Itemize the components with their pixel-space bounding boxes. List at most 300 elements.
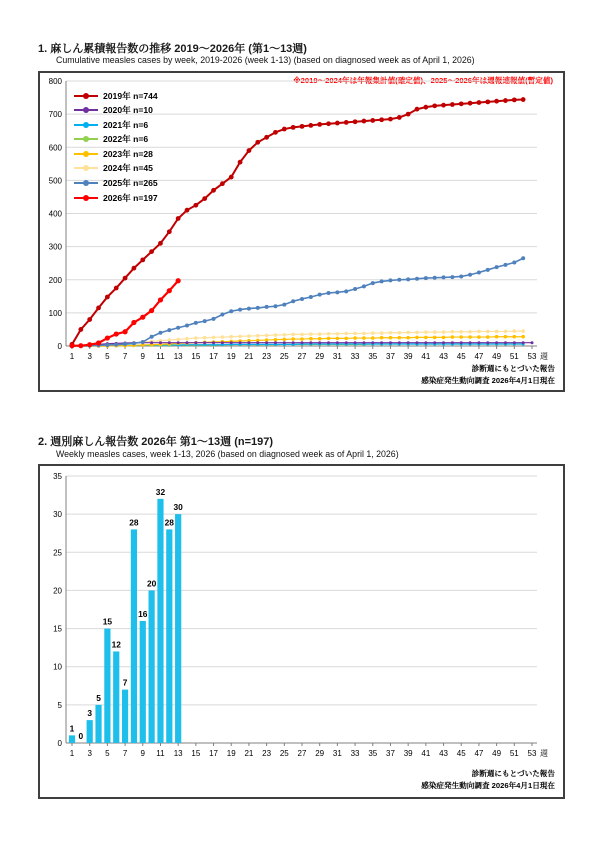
series-marker-2024 [504, 330, 508, 334]
series-marker-2019 [291, 125, 296, 130]
y-axis-label: 15 [53, 624, 62, 634]
x-axis-label: 37 [386, 352, 395, 361]
series-marker-2023 [513, 335, 517, 339]
series-marker-2019 [132, 266, 137, 271]
series-marker-2025 [203, 319, 207, 323]
y-axis-label: 10 [53, 662, 62, 672]
series-marker-2020 [186, 341, 189, 344]
series-marker-2025 [176, 326, 180, 330]
bar-week-7 [122, 690, 128, 743]
series-marker-2025 [335, 290, 339, 294]
series-marker-2019 [78, 327, 83, 332]
x-axis-label: 21 [244, 749, 254, 758]
x-axis-label: 31 [332, 352, 342, 361]
x-axis-label: 53 [527, 749, 537, 758]
series-marker-2025 [105, 343, 109, 347]
series-marker-2024 [389, 331, 393, 335]
x-axis-label: 51 [509, 749, 519, 758]
series-marker-2025 [503, 263, 507, 267]
x-axis-label: 43 [439, 352, 448, 361]
series-marker-2026 [176, 278, 181, 283]
series-marker-2026 [96, 340, 101, 345]
bar-value-label: 28 [164, 517, 174, 528]
series-marker-2026 [105, 335, 110, 340]
series-marker-2025 [371, 281, 375, 285]
series-marker-2025 [212, 317, 216, 321]
series-marker-2023 [318, 337, 322, 341]
series-marker-2026 [114, 331, 119, 336]
series-marker-2024 [265, 334, 269, 338]
legend-label: 2019年 n=744 [103, 90, 158, 101]
series-marker-2020 [460, 341, 463, 344]
series-marker-2019 [388, 117, 393, 122]
series-marker-2019 [229, 175, 234, 180]
series-marker-2023 [362, 336, 366, 340]
series-marker-2019 [105, 295, 110, 300]
bar-week-4 [95, 705, 101, 743]
series-marker-2024 [424, 330, 428, 334]
y-axis-label: 25 [53, 548, 62, 558]
bar-value-label: 15 [102, 616, 113, 627]
y-axis-label: 5 [57, 700, 62, 710]
series-marker-2024 [344, 332, 348, 336]
series-marker-2019 [185, 208, 190, 213]
y-axis-label: 35 [53, 472, 62, 481]
x-axis-label: 33 [350, 352, 360, 361]
series-marker-2024 [433, 330, 437, 334]
series-marker-2023 [274, 338, 278, 342]
series-marker-2020 [371, 341, 374, 344]
series-marker-2025 [238, 308, 242, 312]
footnote-line1: 診断週にもとづいた報告 [471, 364, 555, 374]
series-marker-2020 [398, 341, 401, 344]
series-marker-2019 [308, 123, 313, 128]
series-marker-2026 [78, 343, 83, 348]
x-axis-label: 51 [509, 352, 519, 361]
series-marker-2026 [158, 297, 163, 302]
series-marker-2020 [504, 341, 507, 344]
series-marker-2026 [87, 342, 92, 347]
series-marker-2023 [380, 336, 384, 340]
series-marker-2023 [398, 336, 402, 340]
series-marker-2019 [264, 135, 269, 140]
series-marker-2019 [317, 122, 322, 127]
x-axis-label: 23 [262, 749, 272, 758]
series-marker-2024 [291, 333, 295, 337]
series-marker-2023 [309, 337, 313, 341]
weekly-chart-frame [38, 464, 565, 799]
series-marker-2019 [87, 317, 92, 322]
bar-value-label: 3 [87, 708, 93, 719]
x-axis-label: 45 [456, 352, 466, 361]
series-marker-2023 [459, 335, 463, 339]
series-marker-2019 [114, 286, 119, 291]
series-marker-2019 [477, 100, 482, 105]
x-axis-label: 49 [492, 352, 502, 361]
series-marker-2023 [389, 336, 393, 340]
chart2-footnote [421, 768, 555, 791]
legend-marker-icon [74, 135, 98, 143]
series-marker-2025 [282, 303, 286, 307]
series-marker-2025 [194, 321, 198, 325]
y-axis-label: 500 [48, 176, 62, 186]
series-marker-2025 [114, 343, 118, 347]
series-marker-2023 [415, 336, 419, 340]
series-marker-2019 [255, 140, 260, 145]
series-marker-2025 [362, 284, 366, 288]
series-marker-2020 [345, 341, 348, 344]
x-axis-label: 19 [226, 749, 236, 758]
series-marker-2020 [301, 341, 304, 344]
series-marker-2020 [495, 341, 498, 344]
series-marker-2025 [167, 328, 171, 332]
series-marker-2024 [194, 336, 198, 340]
footnote-line1: 診断週にもとづいた報告 [471, 769, 555, 779]
bar-value-label: 28 [129, 517, 139, 528]
series-marker-2025 [450, 275, 454, 279]
legend-label: 2026年 n=197 [103, 192, 158, 203]
series-marker-2020 [469, 341, 472, 344]
series-marker-2026 [69, 343, 74, 348]
series-marker-2020 [194, 341, 197, 344]
legend-marker-icon [74, 92, 98, 100]
series-marker-2024 [309, 332, 313, 336]
series-marker-2024 [406, 331, 410, 335]
series-marker-2020 [318, 341, 321, 344]
bar-week-6 [113, 651, 119, 743]
series-marker-2024 [451, 330, 455, 334]
series-marker-2023 [521, 335, 525, 339]
series-marker-2023 [495, 335, 499, 339]
series-marker-2019 [176, 216, 181, 221]
series-marker-2024 [229, 335, 233, 339]
series-marker-2019 [273, 130, 278, 135]
series-marker-2020 [292, 341, 295, 344]
series-marker-2020 [256, 341, 259, 344]
x-axis-label: 35 [368, 749, 378, 758]
bar-week-11 [157, 499, 163, 743]
x-axis-label: 3 [87, 352, 92, 361]
bar-week-5 [104, 629, 110, 743]
section1-subtitle: Cumulative measles cases by week, 2019-2026 (week 1-13) (based on diagnosed week as of April 1, 2026) [56, 55, 475, 65]
series-marker-2019 [149, 249, 154, 254]
series-marker-2025 [185, 323, 189, 327]
y-axis-label: 20 [53, 586, 62, 596]
series-marker-2025 [477, 270, 481, 274]
series-marker-2024 [371, 331, 375, 335]
series-marker-2020 [433, 341, 436, 344]
series-marker-2019 [468, 101, 473, 106]
series-marker-2023 [353, 336, 357, 340]
series-marker-2019 [282, 127, 287, 132]
series-marker-2024 [256, 334, 260, 338]
x-axis-label: 13 [173, 352, 183, 361]
series-marker-2024 [486, 330, 490, 334]
bar-week-13 [175, 514, 181, 743]
legend-marker-icon [74, 164, 98, 172]
series-marker-2024 [318, 332, 322, 336]
series-marker-2019 [344, 120, 349, 125]
x-axis-label: 45 [456, 749, 466, 758]
series-marker-2020 [247, 341, 250, 344]
series-marker-2020 [442, 341, 445, 344]
series-marker-2026 [149, 308, 154, 313]
series-marker-2019 [450, 102, 455, 107]
x-axis-label: 29 [315, 352, 325, 361]
x-axis-label: 7 [122, 749, 128, 758]
x-axis-label: 5 [105, 352, 110, 361]
series-marker-2019 [167, 229, 172, 234]
series-marker-2025 [318, 293, 322, 297]
x-axis-label: 1 [69, 352, 75, 361]
series-marker-2024 [203, 336, 207, 340]
series-marker-2023 [344, 337, 348, 341]
series-marker-2024 [283, 333, 287, 337]
series-marker-2024 [380, 331, 384, 335]
series-marker-2020 [513, 341, 516, 344]
legend-item-2022 [74, 134, 158, 145]
x-axis-label: 11 [156, 352, 165, 361]
legend-label: 2023年 n=28 [103, 148, 153, 159]
chart1-footnote [421, 363, 555, 386]
series-marker-2020 [336, 341, 339, 344]
x-axis-label: 15 [191, 749, 201, 758]
bar-week-3 [87, 720, 93, 743]
series-marker-2025 [512, 261, 516, 265]
series-marker-2024 [176, 338, 180, 342]
series-marker-2023 [451, 335, 455, 339]
series-marker-2023 [433, 336, 437, 340]
series-marker-2019 [362, 119, 367, 124]
legend-item-2020 [74, 105, 158, 116]
x-axis-label: 5 [105, 749, 110, 758]
series-marker-2020 [230, 341, 233, 344]
x-axis-label: 41 [421, 749, 431, 758]
series-marker-2025 [123, 342, 127, 346]
series-marker-2024 [468, 330, 472, 334]
series-marker-2020 [221, 341, 224, 344]
legend-item-2019 [74, 90, 158, 101]
series-marker-2020 [168, 341, 171, 344]
x-axis-label: 13 [173, 749, 183, 758]
series-marker-2019 [423, 105, 428, 110]
series-marker-2019 [432, 103, 437, 108]
x-axis-label: 47 [474, 352, 484, 361]
legend-label: 2024年 n=45 [103, 163, 153, 174]
series-marker-2019 [326, 121, 331, 126]
series-marker-2023 [486, 335, 490, 339]
series-marker-2020 [531, 341, 534, 344]
series-marker-2026 [140, 315, 145, 320]
series-marker-2024 [238, 335, 242, 339]
x-axis-label: 49 [492, 749, 502, 758]
series-marker-2024 [459, 330, 463, 334]
x-axis-label: 17 [209, 749, 218, 758]
y-axis-label: 0 [57, 342, 62, 351]
series-marker-2026 [122, 329, 127, 334]
series-marker-2024 [300, 333, 304, 337]
series-marker-2019 [494, 99, 499, 104]
series-marker-2024 [247, 334, 251, 338]
legend-item-2024 [74, 163, 158, 174]
series-marker-2025 [327, 291, 331, 295]
series-marker-2019 [406, 112, 411, 117]
series-marker-2019 [397, 115, 402, 120]
x-axis-label: 7 [122, 352, 128, 361]
series-marker-2020 [150, 341, 153, 344]
series-marker-2023 [283, 338, 287, 342]
series-marker-2019 [459, 101, 464, 106]
x-axis-label: 27 [297, 749, 307, 758]
series-line-2025 [72, 258, 523, 346]
series-marker-2020 [274, 341, 277, 344]
series-marker-2025 [273, 304, 277, 308]
x-axis-label: 9 [140, 352, 145, 361]
cumulative-chart-frame [38, 71, 565, 392]
series-marker-2025 [158, 331, 162, 335]
section2-subtitle: Weekly measles cases, week 1-13, 2026 (based on diagnosed week as of April 1, 2026) [56, 449, 399, 459]
series-marker-2025 [229, 309, 233, 313]
series-marker-2025 [397, 278, 401, 282]
series-marker-2026 [167, 288, 172, 293]
series-marker-2025 [344, 289, 348, 293]
x-axis-label: 31 [332, 749, 342, 758]
series-marker-2024 [362, 332, 366, 336]
x-axis-label: 35 [368, 352, 378, 361]
footnote-line2: 感染症発生動向調査 2026年4月1日現在 [421, 375, 555, 385]
series-marker-2019 [247, 148, 252, 153]
series-marker-2023 [442, 336, 446, 340]
series-marker-2025 [141, 340, 145, 344]
series-marker-2020 [203, 341, 206, 344]
series-marker-2019 [123, 276, 128, 281]
y-axis-label: 200 [48, 275, 62, 285]
section2-title: 2. 週別麻しん報告数 2026年 第1〜13週 (n=197) [38, 436, 274, 448]
x-axis-unit: 週 [540, 352, 548, 361]
y-axis-label: 100 [48, 308, 62, 318]
series-marker-2019 [140, 257, 145, 262]
x-axis-label: 41 [421, 352, 431, 361]
series-marker-2019 [96, 306, 101, 311]
legend-marker-icon [74, 194, 98, 202]
series-marker-2024 [221, 335, 225, 339]
series-marker-2024 [477, 330, 481, 334]
y-axis-label: 30 [53, 510, 62, 520]
x-axis-label: 39 [403, 352, 413, 361]
series-marker-2024 [274, 333, 278, 337]
series-marker-2025 [256, 306, 260, 310]
series-marker-2019 [370, 118, 375, 123]
series-marker-2023 [424, 336, 428, 340]
series-marker-2024 [442, 330, 446, 334]
series-marker-2025 [265, 305, 269, 309]
series-marker-2019 [415, 107, 420, 112]
series-marker-2019 [193, 203, 198, 208]
series-marker-2025 [388, 278, 392, 282]
x-axis-label: 15 [191, 352, 201, 361]
series-marker-2024 [415, 331, 419, 335]
bar-week-9 [140, 621, 146, 743]
series-marker-2020 [354, 341, 357, 344]
bar-week-1 [69, 735, 75, 743]
series-marker-2019 [158, 241, 163, 246]
chart-legend [74, 90, 158, 203]
bar-value-label: 30 [173, 502, 183, 513]
series-marker-2023 [336, 337, 340, 341]
series-marker-2023 [477, 335, 481, 339]
y-axis-label: 600 [48, 143, 62, 153]
series-marker-2019 [521, 97, 526, 102]
series-marker-2019 [379, 117, 384, 122]
series-marker-2025 [150, 335, 154, 339]
series-marker-2025 [495, 265, 499, 269]
series-marker-2020 [327, 341, 330, 344]
bar-value-label: 5 [96, 692, 101, 703]
series-marker-2024 [495, 330, 499, 334]
y-axis-label: 800 [48, 77, 62, 86]
x-axis-label: 25 [279, 749, 289, 758]
series-marker-2025 [459, 274, 463, 278]
y-axis-label: 400 [48, 209, 62, 219]
legend-marker-icon [74, 179, 98, 187]
legend-item-2026 [74, 192, 158, 203]
x-axis-label: 29 [315, 749, 325, 758]
series-marker-2025 [433, 276, 437, 280]
series-marker-2019 [335, 121, 340, 126]
series-marker-2020 [477, 341, 480, 344]
x-axis-label: 23 [262, 352, 272, 361]
series-marker-2019 [202, 196, 207, 201]
bar-value-label: 1 [69, 723, 75, 734]
series-marker-2020 [309, 341, 312, 344]
x-axis-label: 53 [527, 352, 537, 361]
series-marker-2020 [380, 341, 383, 344]
x-axis-label: 1 [69, 749, 75, 758]
series-marker-2020 [451, 341, 454, 344]
series-marker-2020 [212, 341, 215, 344]
x-axis-label: 17 [209, 352, 218, 361]
legend-label: 2021年 n=6 [103, 119, 149, 130]
legend-item-2025 [74, 178, 158, 189]
series-marker-2019 [503, 98, 508, 103]
bar-week-12 [166, 529, 172, 743]
series-marker-2024 [336, 332, 340, 336]
legend-marker-icon [74, 106, 98, 114]
series-marker-2024 [513, 329, 517, 333]
series-marker-2025 [309, 295, 313, 299]
legend-label: 2022年 n=6 [103, 134, 149, 145]
y-axis-label: 0 [57, 739, 62, 748]
series-marker-2020 [416, 341, 419, 344]
series-marker-2025 [353, 287, 357, 291]
x-axis-label: 9 [140, 749, 145, 758]
x-axis-unit: 週 [540, 749, 548, 758]
bar-value-label: 0 [78, 731, 84, 741]
x-axis-label: 37 [386, 749, 395, 758]
series-marker-2023 [371, 336, 375, 340]
legend-label: 2025年 n=265 [103, 178, 158, 189]
series-marker-2020 [265, 341, 268, 344]
series-marker-2024 [327, 332, 331, 336]
bar-value-label: 16 [138, 608, 148, 619]
bar-week-10 [149, 590, 155, 743]
series-marker-2025 [406, 277, 410, 281]
legend-item-2021 [74, 119, 158, 130]
series-marker-2023 [504, 335, 508, 339]
x-axis-label: 19 [226, 352, 236, 361]
series-marker-2023 [300, 337, 304, 341]
series-marker-2019 [441, 103, 446, 108]
